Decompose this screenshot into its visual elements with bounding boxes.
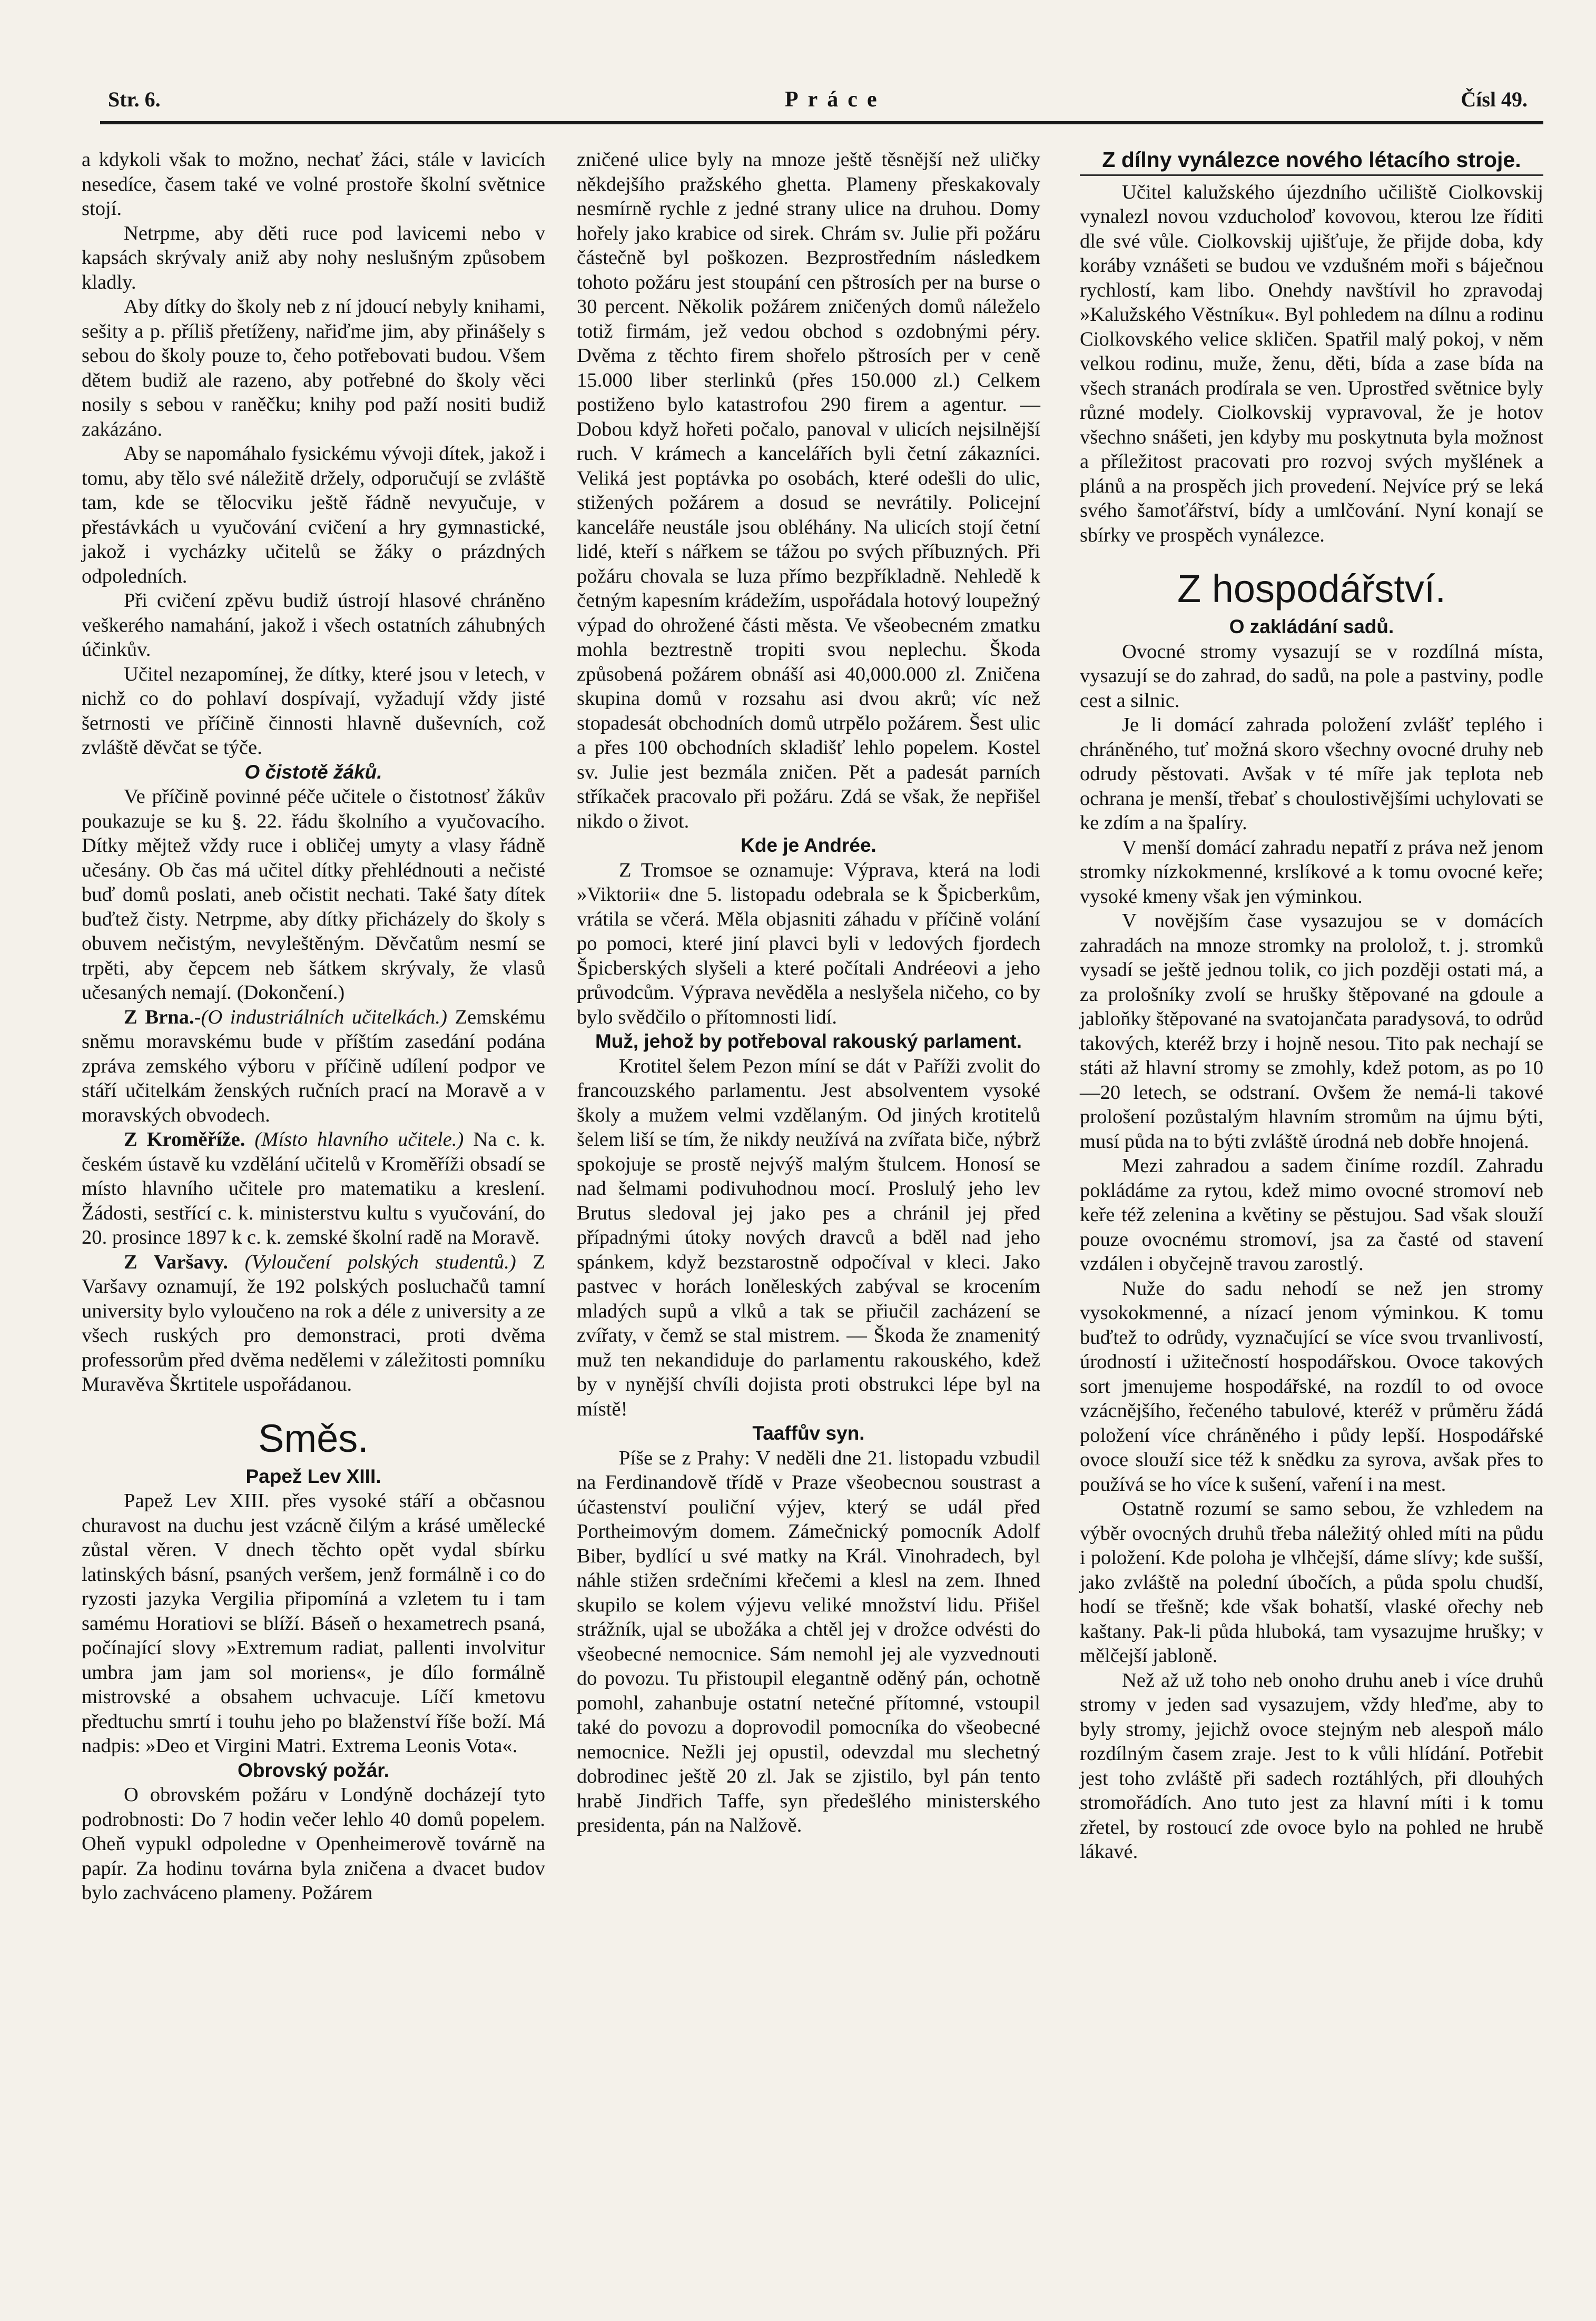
- paragraph: Učitel kalužského újezdního učiliště Ciolkovskij vynalezl novou vzducholoď kovovou, kterou lze říditi dle své vůle. Ciolkovskij ujišťuje, že přijde doba, kdy koráby vznášeti se budou ve vzdušném moři s báječnou rychlostí, kam libo. Onehdy navštívil ho zpravodaj »Kalužského Věstníku«. Byl pohledem na dílnu a rodinu Ciolkovského velice skličen. Spatřil malý pokoj, v něm velkou rodinu, muže, ženu, děti, bída a zase bída na všech stranách prodírala se ven. Uprostřed světnice byly různé modely. Ciolkovskij vypravoval, že je hotov všechno snášeti, jen kdyby mu poskytnuta byla možnost a příležitost pracovati pro rozvoj svých myšlének a plánů a na prospěch jich provedení. Nejvíce prý se leká svého šamoťářství, bídy a umlčování. Nyní konají se sbírky ve prospěch vynálezce.: [1080, 181, 1543, 546]
- paragraph: Při cvičení zpěvu budiž ústrojí hlasové chráněno veškerého namahání, jakož i všech ostatních záhubných účinkův.: [82, 589, 545, 661]
- article-heading: Kde je Andrée.: [741, 834, 876, 856]
- news-heading: Z Kroměříže.: [124, 1128, 245, 1150]
- heading-rule: [1080, 174, 1543, 176]
- paragraph: [82, 784, 545, 1005]
- paragraph: Mezi zahradou a sadem činíme rozdíl. Zahradu pokládáme za rytou, kdež mimo ovocné stromoví neb keře též zelenina a květiny se pěstujou. Sad však slouží pouze ovocnému stromoví, jsa za časté od stavení vzdálen i obyčejně travou zarostlý.: [1080, 1155, 1543, 1275]
- news-text: Zemskému sněmu moravskému bude v příštím zasedání podána zpráva zemského výboru v příčině udílení podpor ve stáří učitelkám ženských ručních prací na Moravě a v moravských obvodech.: [82, 1006, 545, 1126]
- article-heading: Z dílny vynálezce nového létacího stroje.: [1102, 147, 1521, 172]
- section-subheading: O čistotě žáků.: [244, 761, 382, 783]
- article-heading: Obrovský požár.: [238, 1759, 389, 1781]
- paragraph: Aby se napomáhalo fysickému vývoji dítek, jakož i tomu, aby tělo své náležitě držely, odporučují se zvláště tam, kde se tělocviku ještě řádně nevyučuje, v přestávkách u vyučování cvičení a hry gymnastické, jakož i vycházky učitelů se žáky o prázdných odpoledních.: [82, 442, 545, 587]
- paragraph: a kdykoli však to možno, nechať žáci, stále v lavicích nesedíce, časem také ve volné prostoře školní světnice stojí.: [82, 149, 545, 220]
- news-text: Z Varšavy oznamují, že 192 polských posluchačů tamní university bylo vyloučeno na rok a déle z university a ze všech ruských pro demonstraci, proti dvěma professorům před dvěma nedělemi v záležitosti pomníku Muravěva Škrtitele uspořádanou.: [82, 1251, 545, 1395]
- paragraph: Je li domácí zahrada položení zvlášť teplého i chráněného, tuť možná skoro všechny ovocné druhy neb odrudy pěstovati. Avšak v té míře jak teplota neb ochrana je menší, třebať s choulostivějšími uchylovati se ke zdím a na špalíry.: [1080, 714, 1543, 834]
- paragraph: O obrovském požáru v Londýně docházejí tyto podrobnosti: Do 7 hodin večer lehlo 40 domů popelem. Oheň vypukl odpoledne v Openheimerově továrně na papír. Za hodinu továrna byla zničena a dvacet budov bylo zachváceno plameny. Požárem: [82, 1784, 545, 1904]
- article-heading: Papež Lev XIII.: [245, 1465, 381, 1487]
- paragraph: Učitel nezapomínej, že dítky, které jsou v letech, v nichž co do pohlaví dospívají, vyžadují vždy jisté šetrnosti ve příčině činnosti hlavně duševních, což zvláště děvčat se týče.: [82, 663, 545, 759]
- paragraph: V novějším čase vysazujou se v domácích zahradách na mnoze stromky na prololož, t. j. stromků vysadí se ještě jednou tolik, co jich později ostati má, a za prološníky zvolí se hrušky štěpované na gdoule a jabloňky štěpované na svatojančata paradysová, to odrůd takových, kteréž brzy i hojně nesou. Tito pak nechají se státi až hlavní stromy se zmohly, kdež potom, as po 10—20 letech, se odstraní. Ovšem že nemá-li takové prološení pozůstalým hlavním stromům na újmu býti, musí půda na to býti zvláště úrodná neb dobře hnojená.: [1080, 910, 1543, 1153]
- paragraph: Ostatně rozumí se samo sebou, že vzhledem na výběr ovocných druhů třeba náležitý ohled míti na půdu i položení. Kde poloha je vlhčejší, dáme slívy; kde sušší, jako zvláště na polední úbočích, a půda spolu chudší, hodí se třešně; kde však bohatší, vlaské ořechy neb kaštany. Pak-li půda hluboká, tam vysazujme hrušky; v mělčejší jabloně.: [1080, 1498, 1543, 1667]
- paragraph: Z Tromsoe se oznamuje: Výprava, která na lodi »Viktorii« dne 5. listopadu odebrala se k Špicberkům, vrátila se včerá. Měla objasniti záhadu v příčině volání po pomoci, které jiní plavci byli v ledových fjordech Špicberských slyšeli a které počítali Andréeovi a jeho průvodcům. Výprava nevěděla a neslyšela ničeho, co by bylo svědčilo o přítomnosti lidí.: [577, 859, 1040, 1028]
- section-title-hospodarstvi: Z hospodářství.: [1177, 567, 1446, 611]
- paragraph: zničené ulice byly na mnoze ještě těsnější než uličky někdejšího pražského ghetta. Plameny přeskakovaly nesmírně rychle z jedné strany ulice na druhou. Domy hořely jako krabice od sirek. Chrám sv. Julie při požáru částečně byl poškozen. Bezprostředním následkem tohoto požáru jest stoupání cen pštrosích per na burse o 30 percent. Několik požárem zničených domů náleželo totiž firmám, jež vedou obchod s ozdobnými péry. Dvěma z těchto firem shořelo pštrosích per v ceně 15.000 liber sterlinků (přes 150.000 zl.) Celkem postiženo bylo katastrofou 290 firem a agentur. — Dobou když hořeti počalo, panoval v ulicích nejsilnější ruch. V krámech a kancelářích byli četní zákazníci. Veliká jest poptávka po osobách, které odešli do ulic, stižených požárem a dosud se nevrátily. Policejní kanceláře neustále jsou obléhány. Na ulicích stojí četní lidé, kteří s nářkem se tážou po svých příbuzných. Při požáru chovala se luza přímo bezpříkladně. Nehledě k četným kapesním krádežím, uspořádala hotový loupežný výpad do ohrožené části města. Ve všeobecném zmatku mohla beztrestně tropiti svou neplechu. Škoda způsobená požárem obnáší asi 40,000.000 zl. Zničena skupina domů v rozsahu asi dvou akrů; víc než stopadesát obchodních domů utrpělo požárem. Šest ulic a přes 100 obchodních skladišť lehlo popelem. Kostel sv. Julie jest bezmála zničen. Pět a padesát parních stříkaček pracovalo při požáru. Zdá se však, že nepřišel nikdo o život.: [577, 149, 1040, 832]
- news-item-varsava: [82, 1250, 545, 1397]
- news-item-brno: [82, 1005, 545, 1128]
- paragraph: Ovocné stromy vysazují se v rozdílná místa, vysazují se do zahrad, do sadů, na pole a pastviny, podle cest a silnic.: [1080, 640, 1543, 712]
- column-3: [1080, 147, 1543, 1864]
- column-2: [577, 147, 1040, 1838]
- paragraph: Papež Lev XIII. přes vysoké stáří a občasnou churavost na duchu jest vzácně čilým a krásé umělecké zůstal věren. V dnech těchto opět vydal sbírku latinských básní, psaných veršem, jenž formálně i co do ryzosti jazyka Vergilia připomíná a vzletem tu i tam samému Horatiovi se blíží. Báseň o hexametrech psaná, počínající slovy »Extremum radiat, pallenti involvitur umbra jam jam sol moriens«, je dílo formálně mistrovské a obsahem uchvacuje. Líčí kmetovu předtuchu smrtí i touhu jeho po blaženství říše boží. Má nadpis: »Deo et Virgini Matri. Extrema Leonis Vota«.: [82, 1490, 545, 1757]
- paragraph: Krotitel šelem Pezon míní se dát v Paříži zvolit do francouzského parlamentu. Jest absolventem vysoké školy a mužem velmi vzdělaným. Od jiných krotitelů šelem liší se tím, že nikdy neužívá na zvířata biče, nýbrž spokojuje se prostě nejvýš malým štulcem. Honosí se nad šelmami podivuhodnou mocí. Proslulý jeho lev Brutus sledoval jej jako pes a chránil jej před případnými útoky nových dravců a bděl nad jeho spánkem, když bezstarostně odpočíval v kleci. Jako pastvec v horách loněleských zabýval se krocením mladých supů a vlků a tak se přiučil zacházení se zvířaty, v čemž se stal mistrem. — Škoda že znamenitý muž ten nekandiduje do parlamentu rakouského, kdež by v nynější chvíli dojista proti obstrukci lépe byl na místě!: [577, 1055, 1040, 1420]
- paragraph: Aby dítky do školy neb z ní jdoucí nebyly knihami, sešity a p. příliš přetíženy, nařiďme jim, aby přinášely s sebou do školy pouze to, čeho potřebovati budou. Všem dětem budiž ale razeno, aby potřebné do školy věci nosily s sebou v raněčku; knihy pod paží nositi budiž zakázáno.: [82, 296, 545, 440]
- masthead-title: Práce: [785, 87, 886, 112]
- paragraph: Netrpme, aby děti ruce pod lavicemi nebo v kapsách skrývaly aniž aby nohy neslušným způsobem kladly.: [82, 222, 545, 293]
- issue-number: Čísl 49.: [1461, 87, 1528, 111]
- news-heading: Z Varšavy.: [124, 1251, 228, 1273]
- article-heading: O zakládání sadů.: [1229, 616, 1394, 637]
- news-subheading: (Vyloučení polských studentů.): [244, 1251, 516, 1273]
- paragraph-text: Ve příčině povinné péče učitele o čistotnosť žákův poukazuje se ku §. 22. řádu školního a vyučovacího. Dítky mějtež vždy ruce i obličej umyty a vlasy řádně učesány. Ob čas má učitel dítky přehlédnouti a nečisté buď domů poslati, aneb očistit nechati. Také šaty dítek buďtež čisty. Netrpme, aby dítky přicházely do školy s obuvem nečistým, nevyleštěným. Děvčatům nesmí se trpěti, aby čepcem neb šátkem skrývaly, že vlasů učesaných nemají.: [82, 785, 545, 1004]
- page-header: [100, 84, 1543, 124]
- news-text: Na c. k. českém ústavě ku vzdělání učitelů v Kroměříži obsadí se místo hlavního učitele pro matematiku a kreslení. Žádosti, sestřící c. k. ministerstvu kultu s vyučování, do 20. prosince 1897 k c. k. zemské školní radě na Moravě.: [82, 1128, 545, 1248]
- column-1: [82, 147, 545, 1905]
- paragraph: Než až už toho neb onoho druhu aneb i více druhů stromy v jeden sad vysazujem, vždy hleďme, aby to byly stromy, jejichž ovoce stejným neb alespoň málo rozdílným časem zraje. Jest to k vůli hlídání. Potřebit jest toho zvláště při sadech roztáhlých, při dlouhých stromořádích. Ano tuto jest za hlavní míti i k tomu zřetel, by rostoucí zde ovoce bylo na pohled ne hrubě lákavé.: [1080, 1669, 1543, 1863]
- paragraph: V menší domácí zahradu nepatří z práva než jenom stromky nízkokmenné, krslíkové a k tomu ovocné keře; vysoké kmeny však jen výminkou.: [1080, 836, 1543, 908]
- paragraph: Nuže do sadu nehodí se než jen stromy vysokokmenné, a nízací jenom výminkou. K tomu buďtež to odrůdy, vyznačující se více svou trvanlivostí, úrodností i užitečností hospodářskou. Ovoce takových sort jmenujeme hospodářské, na rozdíl to od ovoce vzácnějšího, řečeného tabulové, kteréž v průměru žádá položení více chráněného i půdy lepší. Hospodářské ovoce slouží sice též k snědku za syrova, avšak přes to používá se ho více k sušení, vaření i na mest.: [1080, 1277, 1543, 1496]
- news-heading: Z Brna.-: [124, 1006, 201, 1028]
- news-subheading: (O industriálních učitelkách.): [201, 1006, 447, 1028]
- paragraph: Píše se z Prahy: V neděli dne 21. listopadu vzbudil na Ferdinandově třídě v Praze všeobecnou soustrast a účastenství pouliční výjev, který se udál před Portheimovým domem. Zámečnický pomocník Adolf Biber, bydlící u své matky na Král. Vinohradech, byl náhle stižen srdečními křečemi a klesl na zem. Ihned skupilo se kolem výjevu veliké množství lidu. Přišel strážník, ujal se ubožáka a chtěl jej v drožce odvésti do všeobecné nemocnice. Sám nemohl jej ale vyzvednouti do povozu. Tu přistoupil elegantně oděný pán, ochotně pomohl, zahanbuje ostatní netečné přítomné, vstoupil také do povozu a doprovodil pomocníka do všeobecné nemocnice. Nežli jej opustil, odevzdal mu slechetný dobrodinec ještě 20 zl. Jak se zjistilo, byl pán tento hrabě Jindřich Taffe, syn předešlého ministerského presidenta, pán na Nalžově.: [577, 1447, 1040, 1836]
- news-subheading: (Místo hlavního učitele.): [254, 1128, 464, 1150]
- news-item-kromeriz: [82, 1127, 545, 1250]
- article-heading: Taaffův syn.: [752, 1422, 865, 1444]
- article-heading: Muž, jehož by potřeboval rakouský parlament.: [595, 1030, 1022, 1052]
- page-number: Str. 6.: [108, 87, 161, 111]
- continuation-note: (Dokončení.): [237, 981, 345, 1004]
- section-title-smes: Směs.: [258, 1416, 369, 1460]
